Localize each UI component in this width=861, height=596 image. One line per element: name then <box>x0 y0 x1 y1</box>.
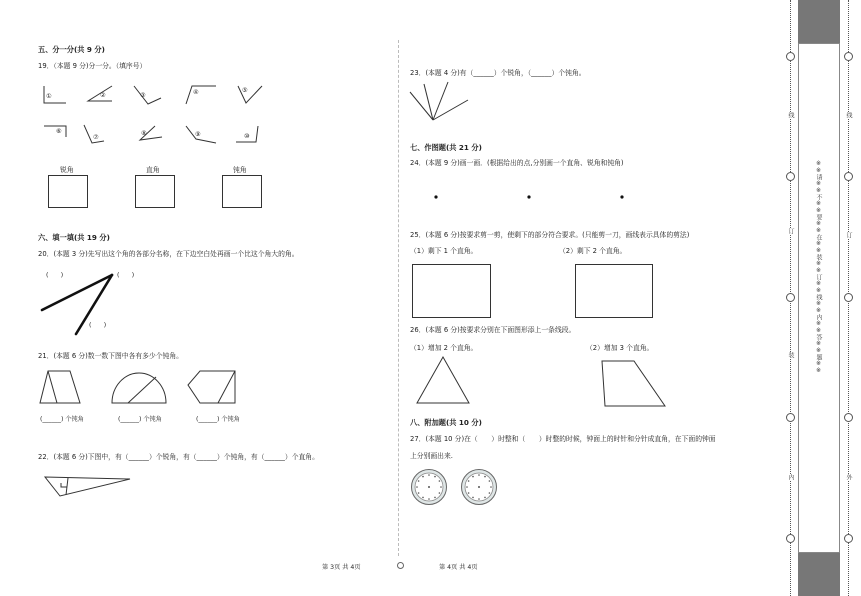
shape-label-5: ⑤ <box>242 87 248 94</box>
bin-label-right: 直角 <box>146 166 160 174</box>
margin-mark-4: 内 <box>787 474 794 480</box>
margin-circle <box>844 52 853 61</box>
bin-label-obtuse: 钝角 <box>233 166 247 174</box>
q20-blank-1[interactable]: ( ) <box>46 272 64 279</box>
margin-mark-7: 外 <box>845 474 852 480</box>
margin-circle <box>786 534 795 543</box>
margin-circle <box>786 172 795 181</box>
margin-circle <box>786 413 795 422</box>
footer-page-right: 第 4页 共 4页 <box>439 564 478 571</box>
q21-text: 21．(本题 6 分)数一数下图中各有多少个钝角。 <box>38 352 183 360</box>
shape-label-2: ② <box>100 92 106 99</box>
margin-circle <box>786 293 795 302</box>
section7-title: 七、作图题(共 21 分) <box>410 143 482 152</box>
q21-blank-1[interactable]: (______) 个钝角 <box>40 416 84 423</box>
section6-title: 六、填一填(共 19 分) <box>38 233 110 242</box>
shape-label-3: ③ <box>140 92 146 99</box>
q26b-text: （2）增加 3 个直角。 <box>586 344 654 352</box>
q23-text: 23．(本题 4 分)有（______）个锐角，（______）个钝角。 <box>410 69 586 77</box>
shape-label-10: ⑩ <box>244 133 250 140</box>
q21-blank-3[interactable]: (______) 个钝角 <box>196 416 240 423</box>
margin-mark-6: 订 <box>845 232 852 238</box>
footer-center-circle <box>397 562 404 569</box>
binding-margin <box>776 0 861 596</box>
margin-circle <box>844 534 853 543</box>
margin-circle <box>844 293 853 302</box>
margin-circle <box>786 52 795 61</box>
margin-block-bottom <box>798 553 840 596</box>
shape-label-9: ⑨ <box>195 131 201 138</box>
section5-title: 五、分一分(共 9 分) <box>38 45 105 54</box>
margin-mark-1: 线 <box>787 112 794 118</box>
clock-face-1[interactable] <box>410 468 448 506</box>
shape-label-7: ⑦ <box>93 134 99 141</box>
q26a-text: （1）增加 2 个直角。 <box>410 344 478 352</box>
q20-blank-2[interactable]: ( ) <box>117 272 135 279</box>
q20-text: 20．(本题 3 分)先写出这个角的各部分名称，在下边空白处再画一个比这个角大的角。 <box>38 250 299 258</box>
section8-title: 八、附加题(共 10 分) <box>410 418 482 427</box>
q21-blank-2[interactable]: (______) 个钝角 <box>118 416 162 423</box>
q25-text: 25．(本题 6 分)按要求剪一剪，使剩下的部分符合要求。(只能剪一刀，画线表示具体的剪法) <box>410 231 690 239</box>
bin-label-acute: 锐角 <box>60 166 74 174</box>
margin-mark-5: 线 <box>845 112 852 118</box>
footer-page-left: 第 3页 共 4页 <box>322 564 361 571</box>
q20-blank-3[interactable]: ( ) <box>89 322 107 329</box>
q24-text: 24．(本题 9 分)画一画．(根据给出的点,分别画一个直角、锐角和钝角) <box>410 159 624 167</box>
shape-label-8: ⑧ <box>141 130 147 137</box>
q25a-text: （1）剩下 1 个直角。 <box>410 247 478 255</box>
margin-mark-3: 装 <box>787 352 794 358</box>
shape-label-6: ⑥ <box>56 128 62 135</box>
shape-label-4: ④ <box>193 89 199 96</box>
margin-circle <box>844 413 853 422</box>
margin-mark-2: 订 <box>787 228 794 234</box>
q26-text: 26．(本题 6 分)按要求分别在下面图形添上一条线段。 <box>410 326 576 334</box>
q22-text: 22．(本题 6 分)下图中，有（______）个锐角，有（______）个钝角，有（______）个直角。 <box>38 453 319 461</box>
shape-label-1: ① <box>46 93 52 100</box>
margin-circle <box>844 172 853 181</box>
clock-face-2[interactable] <box>460 468 498 506</box>
q27-line2: 上分别画出来. <box>410 452 453 460</box>
q27-line1: 27．(本题 10 分)在（ ）时整和（ ）时整的时候，钟面上的时针和分针成直角，在下面的钟面 <box>410 435 716 443</box>
margin-notice: ※※请※※不※※要※※在※※装※※订※※线※※内※※答※※题※※ <box>815 160 822 374</box>
margin-block-top <box>798 0 840 43</box>
q19-text: 19．（本题 9 分)分一分。（填序号） <box>38 62 147 70</box>
q25b-text: （2）剩下 2 个直角。 <box>559 247 627 255</box>
